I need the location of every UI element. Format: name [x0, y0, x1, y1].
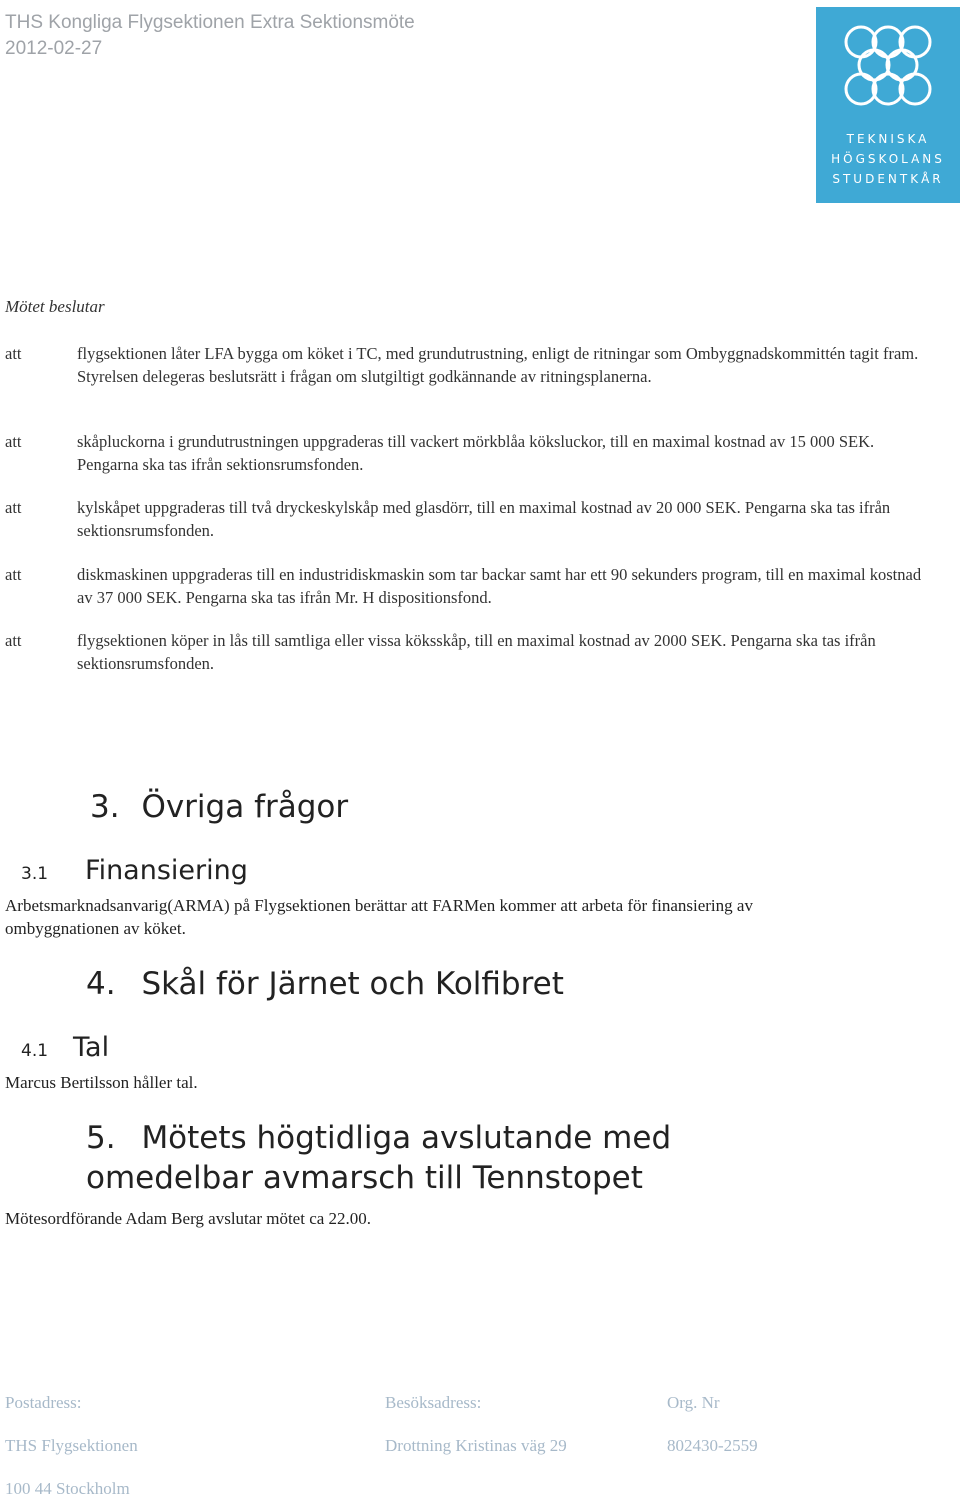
subsection-number: 3.1	[21, 864, 49, 884]
section-5-text: Mötesordförande Adam Berg avslutar mötet ca 22.00.	[5, 1209, 372, 1228]
section-3-heading	[90, 789, 348, 825]
subsection-3-1-text: Arbetsmarknadsanvarig(ARMA) på Flygsektionen berättar att FARMen kommer att arbeta för finansiering av ombyggnationen av köket.	[5, 896, 753, 938]
resolution-label: att	[5, 344, 22, 363]
resolution-label: att	[5, 498, 22, 517]
resolution-label: att	[5, 565, 22, 584]
document-date: 2012-02-27	[5, 38, 103, 59]
section-5-heading-line-2: omedelbar avmarsch till Tennstopet	[86, 1160, 643, 1196]
footer-postal-label: Postadress:	[5, 1393, 82, 1412]
resolution-text: kylskåpet uppgraderas till två dryckeskylskåp med glasdörr, till en maximal kostnad av 20 000 SEK. Pengarna ska tas ifrån sektionsrumsfonden.	[77, 498, 891, 540]
resolution-text: diskmaskinen uppgraderas till en industridiskmaskin som tar backar samt har ett 90 sekunders program, till en maximal kostnad av 37 000 SEK. Pengarna ska tas ifrån Mr. H dispositionsfond.	[77, 565, 922, 607]
document-title: THS Kongliga Flygsektionen Extra Sektionsmöte	[5, 12, 415, 33]
section-number: 4.	[86, 966, 116, 1002]
footer-org-label: Org. Nr	[667, 1393, 720, 1412]
section-number: 3.	[90, 789, 120, 825]
resolution-text: skåpluckorna i grundutrustningen uppgraderas till vackert mörkblåa köksluckor, till en maximal kostnad av 15 000 SEK. Pengarna ska tas ifrån sektionsrumsfonden.	[77, 432, 875, 474]
logo-line-1: TEKNISKA	[846, 132, 930, 146]
ths-logo	[816, 7, 960, 203]
decision-intro: Mötet beslutar	[5, 297, 105, 316]
rings-emblem-icon	[816, 7, 960, 127]
resolution-label: att	[5, 631, 22, 650]
logo-line-2: HÖGSKOLANS	[831, 152, 945, 166]
footer-visit-line-1: Drottning Kristinas väg 29	[385, 1436, 567, 1455]
footer-visit-label: Besöksadress:	[385, 1393, 482, 1412]
subsection-title: Tal	[73, 1032, 110, 1063]
subsection-4-1-heading	[21, 1032, 109, 1063]
resolution-label: att	[5, 432, 22, 451]
footer-org-number: 802430-2559	[667, 1436, 758, 1455]
subsection-3-1-heading	[21, 855, 248, 886]
section-title-line-1: Mötets högtidliga avslutande med	[141, 1120, 672, 1156]
section-title: Övriga frågor	[141, 789, 349, 825]
subsection-title: Finansiering	[85, 855, 248, 886]
footer-postal-line-1: THS Flygsektionen	[5, 1436, 138, 1455]
footer-postal-line-2: 100 44 Stockholm	[5, 1479, 130, 1498]
resolution-text: flygsektionen låter LFA bygga om köket i TC, med grundutrustning, enligt de ritningar som Ombyggnadskommittén tagit fram. Styrelsen delegeras beslutsrätt i frågan om slutgiltigt godkännande av ritningsplanerna.	[77, 344, 919, 386]
logo-line-3: STUDENTKÅR	[832, 172, 944, 186]
section-5-heading	[86, 1120, 671, 1156]
section-title: Skål för Järnet och Kolfibret	[141, 966, 564, 1002]
section-4-heading	[86, 966, 564, 1002]
section-number: 5.	[86, 1120, 116, 1156]
resolution-text: flygsektionen köper in lås till samtliga eller vissa köksskåp, till en maximal kostnad av 2000 SEK. Pengarna ska tas ifrån sektionsrumsfonden.	[77, 631, 876, 673]
subsection-number: 4.1	[21, 1041, 49, 1061]
subsection-4-1-text: Marcus Bertilsson håller tal.	[5, 1073, 198, 1092]
